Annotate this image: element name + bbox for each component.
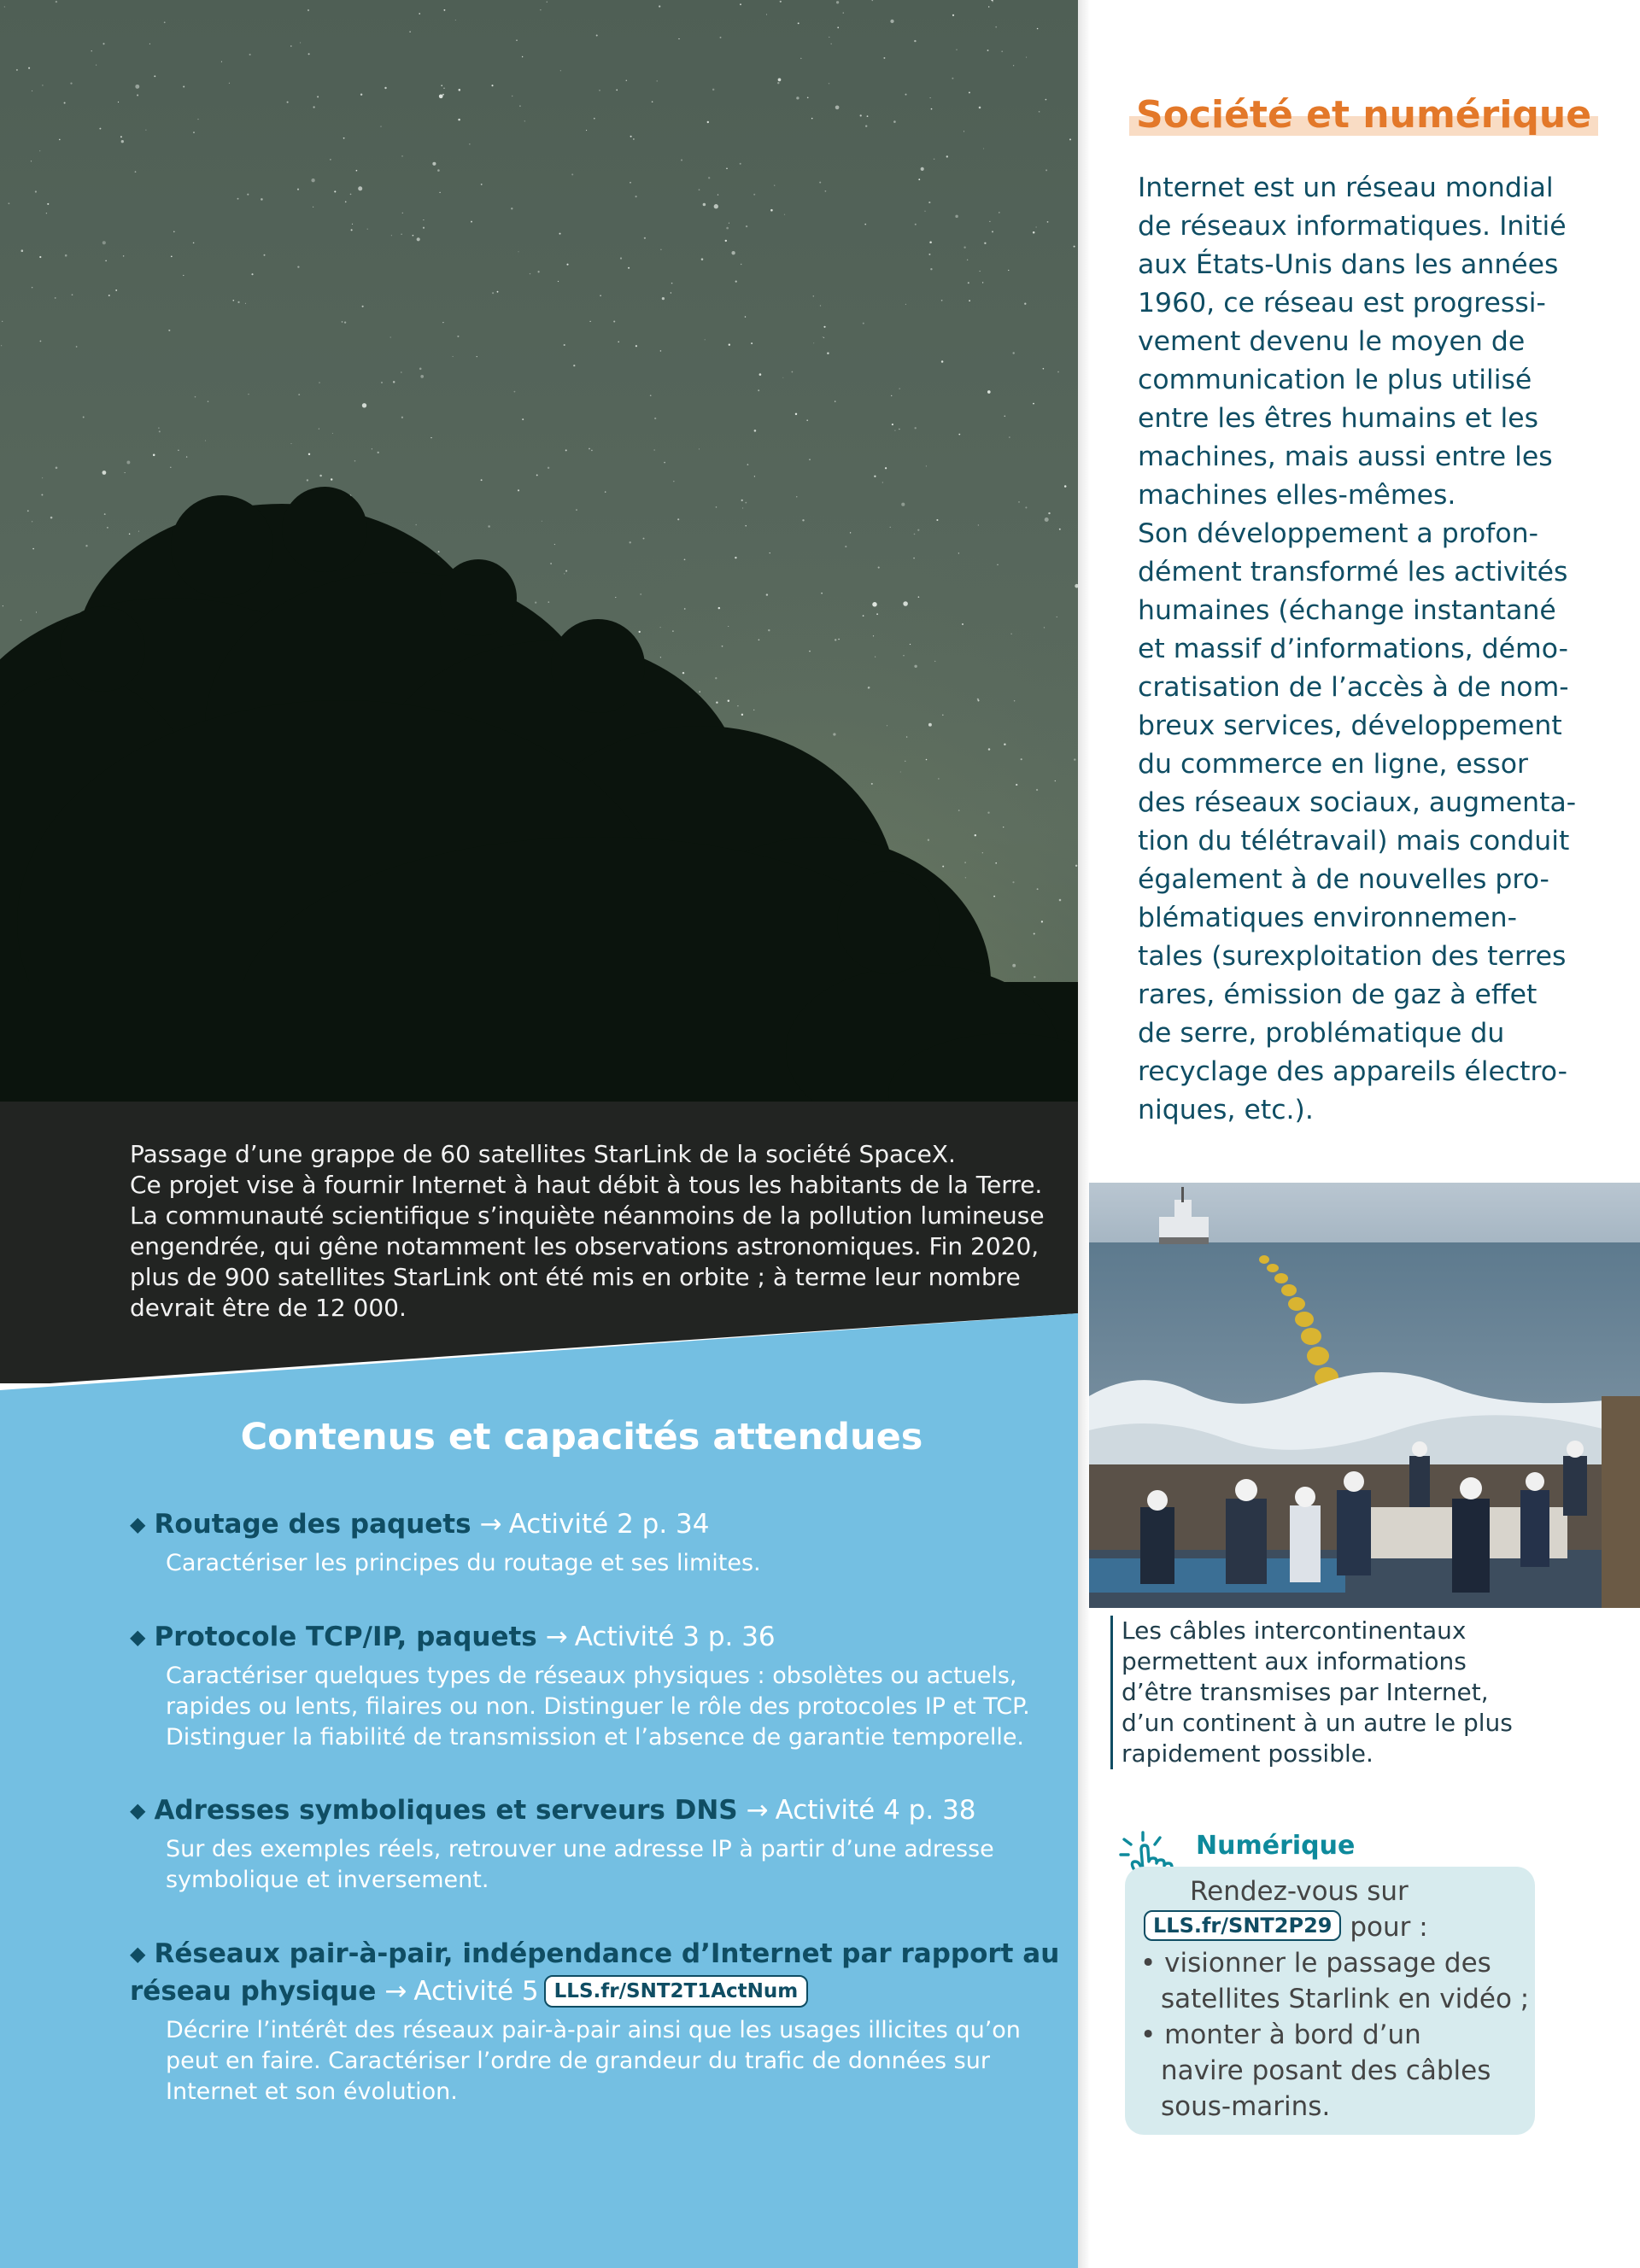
intro-line: Son développement a profon- [1138, 518, 1538, 549]
item-description-line: symbolique et inversement. [166, 1867, 489, 1893]
column-shadow [1078, 0, 1090, 2268]
cable-caption-line: permettent aux informations [1122, 1647, 1467, 1675]
item-description-line: Distinguer la fiabilité de transmission et l’absence de garantie temporelle. [166, 1724, 1025, 1751]
intro-line: des réseaux sociaux, augmenta- [1138, 787, 1577, 818]
contents-item-p2p [130, 1935, 1060, 2107]
photo-caption-line: La communauté scientifique s’inquiète néanmoins de la pollution lumineuse [130, 1201, 1045, 1230]
item-description-line: rapides ou lents, filaires ou non. Distinguer le rôle des protocoles IP et TCP. [166, 1693, 1030, 1720]
intro-line: de réseaux informatiques. Initié [1138, 211, 1567, 242]
activity-link[interactable]: Activité 4 p. 38 [775, 1795, 976, 1826]
photo-caption-line: plus de 900 satellites StarLink ont été mis en orbite ; à terme leur nombre [130, 1263, 1021, 1291]
item-description-line: Caractériser les principes du routage et ses limites. [166, 1550, 761, 1576]
contents-title: Contenus et capacités attendues [240, 1416, 923, 1458]
numerique-bullet-cont: sous-marins. [1161, 2091, 1331, 2122]
item-title: Protocole TCP/IP, paquets [154, 1622, 537, 1652]
item-heading [130, 1505, 1035, 1543]
item-description [166, 1834, 1035, 1896]
cable-caption-line: Les câbles intercontinentaux [1122, 1616, 1467, 1645]
item-title: Réseaux pair-à-pair, indépendance d’Internet par rapport au [154, 1938, 1060, 1969]
item-title-continued: réseau physique [130, 1976, 377, 2007]
activity-link[interactable]: Activité 3 p. 36 [574, 1622, 776, 1652]
intro-line: vement devenu le moyen de [1138, 326, 1526, 357]
intro-line: communication le plus utilisé [1138, 365, 1532, 395]
item-description-line: Caractériser quelques types de réseaux physiques : obsolètes ou actuels, [166, 1663, 1017, 1689]
lls-link-badge[interactable]: LLS.fr/SNT2T1ActNum [544, 1975, 809, 2008]
intro-line: et massif d’informations, démo- [1138, 634, 1568, 664]
photo-caption-line: Ce projet vise à fournir Internet à haut débit à tous les habitants de la Terre. [130, 1171, 1043, 1199]
intro-line: cratisation de l’accès à de nom- [1138, 672, 1569, 703]
diamond-bullet-icon: ◆ [130, 1798, 146, 1822]
numerique-intro: Rendez-vous sur [1190, 1876, 1409, 1907]
item-heading-line2 [130, 1973, 1035, 2010]
numerique-after-link: pour : [1341, 1912, 1428, 1943]
intro-line: dément transformé les activités [1138, 557, 1568, 587]
numerique-bullet-cont: navire posant des câbles [1161, 2055, 1491, 2086]
numerique-label: Numérique [1196, 1831, 1356, 1861]
item-description-line: Sur des exemples réels, retrouver une adresse IP à partir d’une adresse [166, 1836, 994, 1862]
item-description [166, 1661, 1035, 1753]
arrow-right-icon: → [746, 1795, 769, 1826]
activity-link[interactable]: Activité 5 [413, 1976, 539, 2007]
intro-line: également à de nouvelles pro- [1138, 864, 1549, 895]
numerique-bullet-cont: satellites Starlink en vidéo ; [1161, 1984, 1530, 2014]
arrow-right-icon: → [545, 1622, 568, 1652]
section-title: Société et numérique [1129, 87, 1598, 140]
lls-link-badge[interactable]: LLS.fr/SNT2P29 [1144, 1910, 1341, 1941]
intro-line: aux États-Unis dans les années [1138, 249, 1559, 280]
photo-caption-line: engendrée, qui gêne notamment les observations astronomiques. Fin 2020, [130, 1232, 1040, 1260]
intro-line: rares, émission de gaz à effet [1138, 979, 1538, 1010]
item-description-line: Décrire l’intérêt des réseaux pair-à-pair ainsi que les usages illicites qu’on [166, 2017, 1021, 2043]
item-description-line: Internet et son évolution. [166, 2078, 458, 2105]
diamond-bullet-icon: ◆ [130, 1512, 146, 1536]
intro-line: breux services, développement [1138, 710, 1562, 741]
numerique-link-line [1144, 1909, 1428, 1945]
intro-line: niques, etc.). [1138, 1095, 1314, 1125]
cable-caption-line: d’être transmises par Internet, [1122, 1678, 1489, 1706]
cable-laying-photo [1089, 1183, 1640, 1608]
intro-line: machines elles-mêmes. [1138, 480, 1456, 511]
diamond-bullet-icon: ◆ [130, 1625, 146, 1649]
arrow-right-icon: → [384, 1976, 407, 2007]
arrow-right-icon: → [479, 1509, 502, 1540]
photo-caption-line: devrait être de 12 000. [130, 1294, 407, 1322]
cable-image [1089, 1183, 1640, 1608]
intro-line: du commerce en ligne, essor [1138, 749, 1528, 780]
cable-caption-line: d’un continent à un autre le plus [1122, 1709, 1513, 1737]
item-description [166, 2015, 1035, 2107]
intro-line: tales (surexploitation des terres [1138, 941, 1567, 972]
intro-line: tion du télétravail) mais conduit [1138, 826, 1570, 856]
intro-line: Internet est un réseau mondial [1138, 172, 1554, 203]
item-heading [130, 1618, 1035, 1656]
contents-item-dns [130, 1792, 1035, 1896]
activity-link[interactable]: Activité 2 p. 34 [508, 1509, 710, 1540]
item-title: Adresses symboliques et serveurs DNS [154, 1795, 738, 1826]
item-heading [130, 1792, 1035, 1829]
intro-line: humaines (échange instantané [1138, 595, 1556, 626]
intro-paragraph [1138, 169, 1577, 1130]
photo-caption-line: Passage d’une grappe de 60 satellites StarLink de la société SpaceX. [130, 1140, 956, 1168]
item-heading [130, 1935, 1060, 1973]
numerique-bullet: • monter à bord d’un [1140, 2020, 1421, 2050]
cable-caption-line: rapidement possible. [1122, 1739, 1374, 1768]
numerique-bullet: • visionner le passage des [1140, 1948, 1491, 1979]
intro-line: recyclage des appareils électro- [1138, 1056, 1567, 1087]
photo-caption [130, 1139, 1045, 1324]
diamond-bullet-icon: ◆ [130, 1942, 146, 1966]
intro-line: entre les êtres humains et les [1138, 403, 1539, 434]
intro-line: machines, mais aussi entre les [1138, 441, 1553, 472]
contents-item-routage [130, 1505, 1035, 1579]
item-description-line: peut en faire. Caractériser l’ordre de grandeur du trafic de données sur [166, 2048, 990, 2074]
intro-line: de serre, problématique du [1138, 1018, 1505, 1049]
cable-caption [1110, 1616, 1555, 1769]
item-description [166, 1548, 1035, 1579]
item-title: Routage des paquets [154, 1509, 472, 1540]
intro-line: blématiques environnemen- [1138, 903, 1517, 933]
contents-item-tcpip [130, 1618, 1035, 1753]
intro-line: 1960, ce réseau est progressi- [1138, 288, 1546, 319]
numerique-box [1125, 1867, 1535, 2135]
